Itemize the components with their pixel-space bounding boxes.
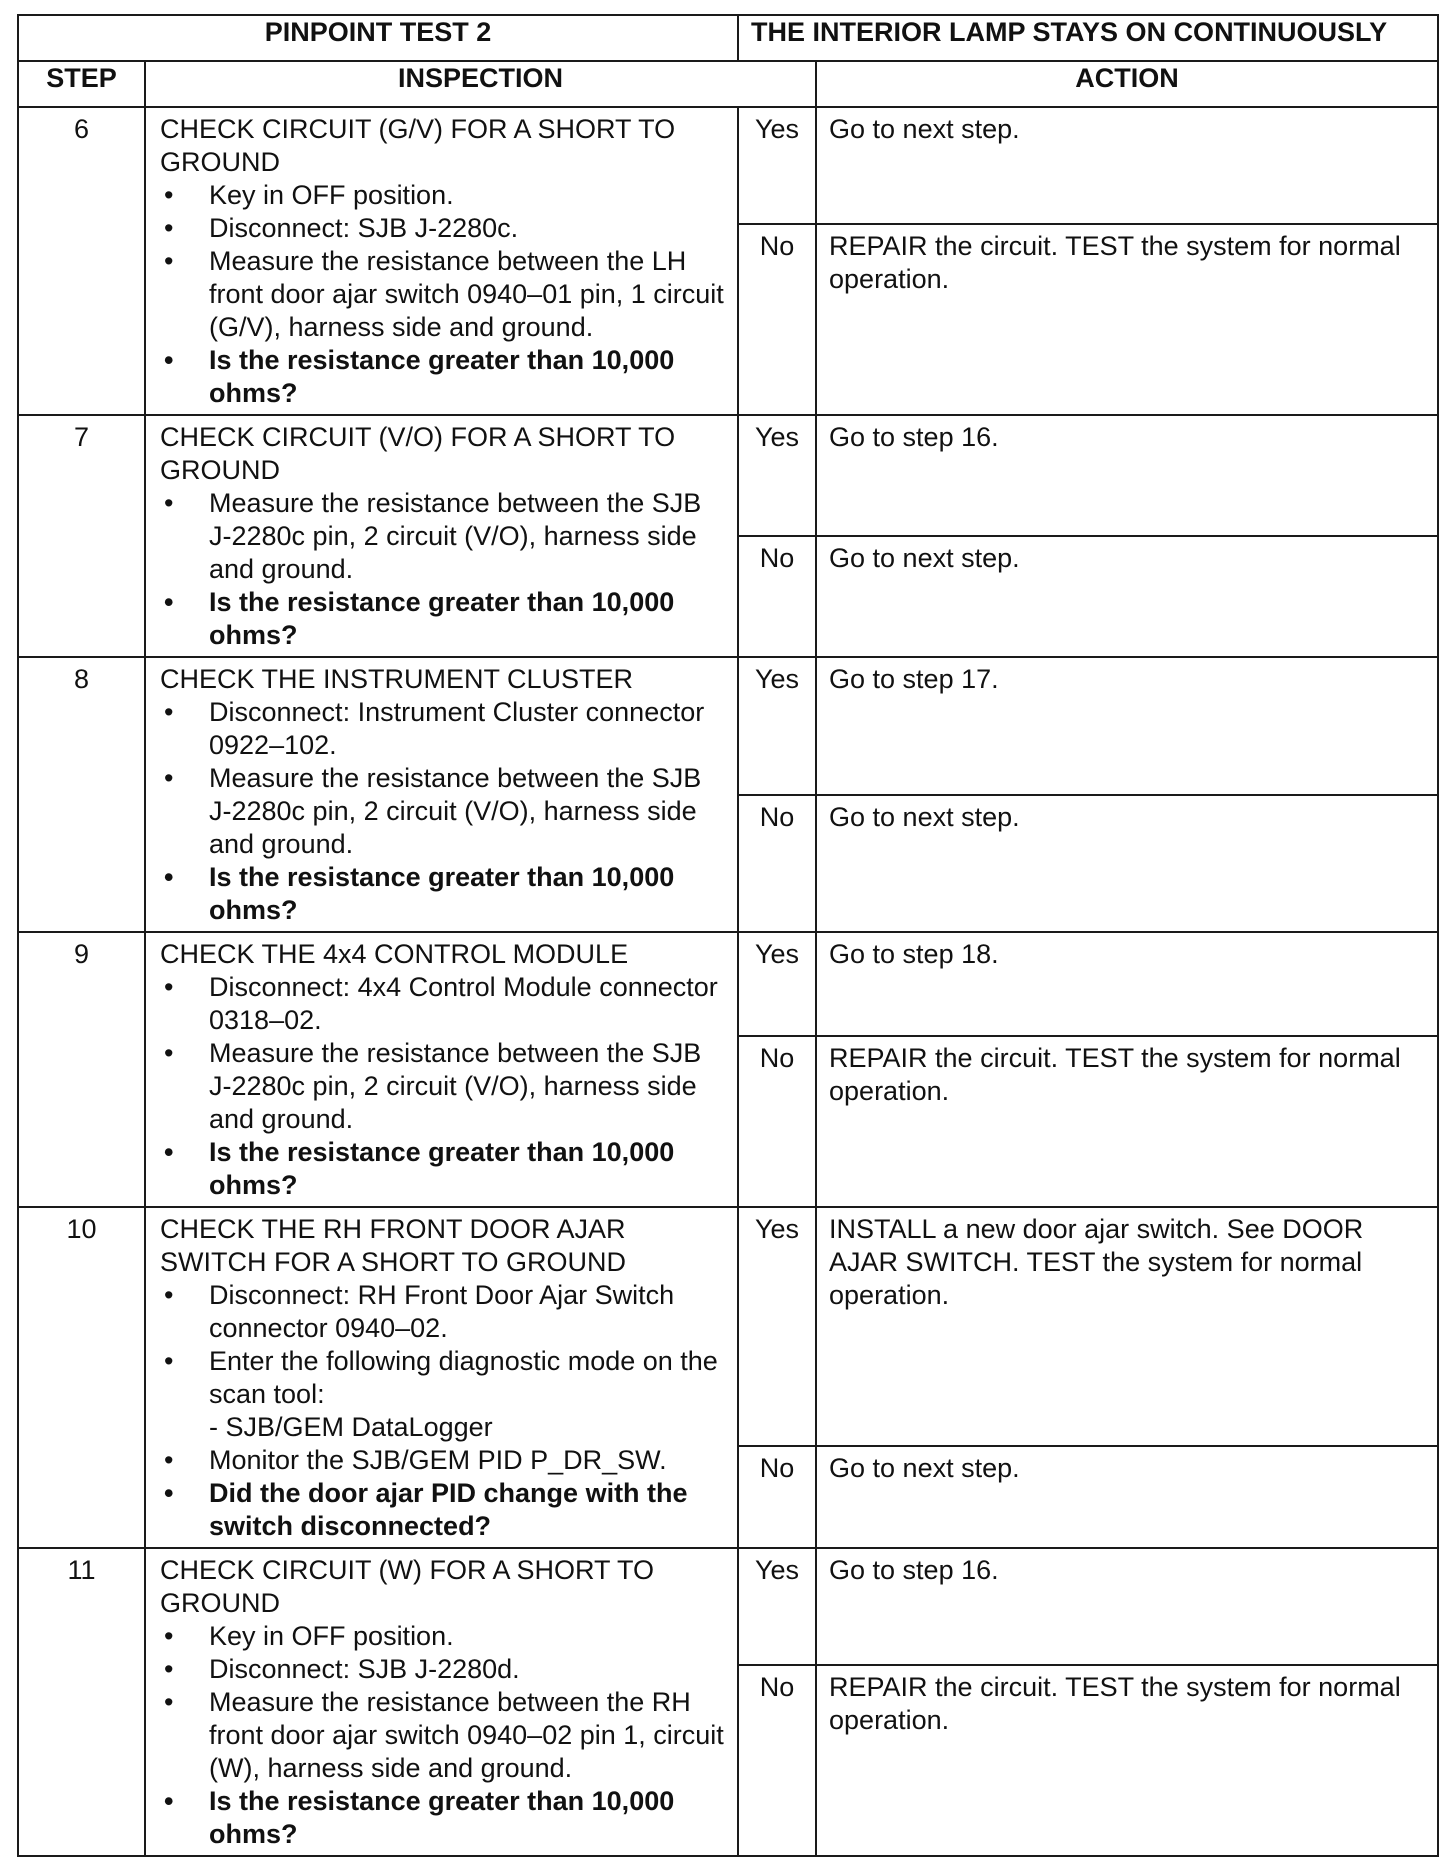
step-question: • Did the door ajar PID change with the switch disconnected? bbox=[160, 1477, 727, 1543]
list-item: • Measure the resistance between the SJB J-2280c pin, 2 circuit (V/O), harness side and ground. bbox=[160, 1037, 727, 1136]
table-row bbox=[18, 932, 1438, 1036]
list-item: • Disconnect: RH Front Door Ajar Switch connector 0940–02. bbox=[160, 1279, 727, 1345]
no-label: No bbox=[738, 1446, 816, 1548]
no-action: REPAIR the circuit. TEST the system for normal operation. bbox=[816, 1665, 1438, 1856]
yes-label: Yes bbox=[738, 1548, 816, 1665]
yes-action: Go to step 16. bbox=[816, 415, 1438, 536]
no-action: REPAIR the circuit. TEST the system for normal operation. bbox=[816, 224, 1438, 415]
step-number: 10 bbox=[18, 1207, 145, 1548]
no-label: No bbox=[738, 224, 816, 415]
step-number: 6 bbox=[18, 107, 145, 415]
list-item: • Disconnect: Instrument Cluster connector 0922–102. bbox=[160, 696, 727, 762]
inspection-cell bbox=[145, 107, 738, 415]
list-item: • Disconnect: SJB J-2280c. bbox=[160, 212, 727, 245]
pinpoint-test-table bbox=[17, 14, 1439, 1857]
yes-action: Go to step 16. bbox=[816, 1548, 1438, 1665]
step-question: • Is the resistance greater than 10,000 ohms? bbox=[160, 344, 727, 410]
test-title: THE INTERIOR LAMP STAYS ON CONTINUOUSLY bbox=[738, 15, 1438, 61]
list-item: • Measure the resistance between the SJB J-2280c pin, 2 circuit (V/O), harness side and ground. bbox=[160, 487, 727, 586]
step-list bbox=[160, 487, 727, 652]
inspection-cell bbox=[145, 415, 738, 657]
table-row bbox=[18, 415, 1438, 536]
step-list bbox=[160, 1620, 727, 1851]
step-list bbox=[160, 179, 727, 410]
step-number: 8 bbox=[18, 657, 145, 932]
step-heading: CHECK CIRCUIT (V/O) FOR A SHORT TO GROUND bbox=[160, 422, 676, 485]
list-item: • Monitor the SJB/GEM PID P_DR_SW. bbox=[160, 1444, 727, 1477]
yes-label: Yes bbox=[738, 1207, 816, 1446]
no-label: No bbox=[738, 1036, 816, 1207]
title-row bbox=[18, 15, 1438, 61]
step-number: 7 bbox=[18, 415, 145, 657]
step-list bbox=[160, 696, 727, 927]
no-action: Go to next step. bbox=[816, 795, 1438, 933]
yes-action: INSTALL a new door ajar switch. See DOOR AJAR SWITCH. TEST the system for normal operation. bbox=[816, 1207, 1438, 1446]
list-item: • Key in OFF position. bbox=[160, 1620, 727, 1653]
step-list bbox=[160, 1279, 727, 1543]
step-heading: CHECK THE 4x4 CONTROL MODULE bbox=[160, 939, 629, 969]
step-list bbox=[160, 971, 727, 1202]
list-item: • Measure the resistance between the LH front door ajar switch 0940–01 pin, 1 circuit (G/V), harness side and ground. bbox=[160, 245, 727, 344]
table-row bbox=[18, 1207, 1438, 1446]
table-row bbox=[18, 657, 1438, 795]
list-subitem: - SJB/GEM DataLogger bbox=[209, 1412, 493, 1442]
yes-label: Yes bbox=[738, 932, 816, 1036]
step-question: • Is the resistance greater than 10,000 ohms? bbox=[160, 586, 727, 652]
list-item: • Enter the following diagnostic mode on the scan tool: bbox=[160, 1345, 727, 1411]
inspection-cell bbox=[145, 657, 738, 932]
no-label: No bbox=[738, 795, 816, 933]
yes-label: Yes bbox=[738, 415, 816, 536]
no-action: Go to next step. bbox=[816, 536, 1438, 657]
list-item: • Measure the resistance between the RH front door ajar switch 0940–02 pin 1, circuit (W), harness side and ground. bbox=[160, 1686, 727, 1785]
step-number: 11 bbox=[18, 1548, 145, 1856]
test-number: PINPOINT TEST 2 bbox=[18, 15, 738, 61]
step-question: • Is the resistance greater than 10,000 ohms? bbox=[160, 861, 727, 927]
step-question: • Is the resistance greater than 10,000 ohms? bbox=[160, 1136, 727, 1202]
no-label: No bbox=[738, 1665, 816, 1856]
inspection-cell bbox=[145, 1548, 738, 1856]
inspection-cell bbox=[145, 1207, 738, 1548]
inspection-cell bbox=[145, 932, 738, 1207]
list-item: • Disconnect: 4x4 Control Module connector 0318–02. bbox=[160, 971, 727, 1037]
action-column-header: ACTION bbox=[816, 61, 1438, 107]
step-heading: CHECK CIRCUIT (G/V) FOR A SHORT TO GROUND bbox=[160, 114, 676, 177]
list-item: • Measure the resistance between the SJB J-2280c pin, 2 circuit (V/O), harness side and ground. bbox=[160, 762, 727, 861]
no-action: Go to next step. bbox=[816, 1446, 1438, 1548]
yes-action: Go to step 18. bbox=[816, 932, 1438, 1036]
yes-action: Go to next step. bbox=[816, 107, 1438, 224]
step-heading: CHECK CIRCUIT (W) FOR A SHORT TO GROUND bbox=[160, 1555, 655, 1618]
inspection-column-header: INSPECTION bbox=[145, 61, 816, 107]
no-action: REPAIR the circuit. TEST the system for normal operation. bbox=[816, 1036, 1438, 1207]
list-item: • Key in OFF position. bbox=[160, 179, 727, 212]
step-number: 9 bbox=[18, 932, 145, 1207]
table-row bbox=[18, 107, 1438, 224]
step-heading: CHECK THE INSTRUMENT CLUSTER bbox=[160, 664, 634, 694]
yes-action: Go to step 17. bbox=[816, 657, 1438, 795]
step-heading: CHECK THE RH FRONT DOOR AJAR SWITCH FOR A SHORT TO GROUND bbox=[160, 1214, 627, 1277]
yes-label: Yes bbox=[738, 657, 816, 795]
column-header-row bbox=[18, 61, 1438, 107]
no-label: No bbox=[738, 536, 816, 657]
list-item: • Disconnect: SJB J-2280d. bbox=[160, 1653, 727, 1686]
table-row bbox=[18, 1548, 1438, 1665]
yes-label: Yes bbox=[738, 107, 816, 224]
step-question: • Is the resistance greater than 10,000 ohms? bbox=[160, 1785, 727, 1851]
step-column-header: STEP bbox=[18, 61, 145, 107]
